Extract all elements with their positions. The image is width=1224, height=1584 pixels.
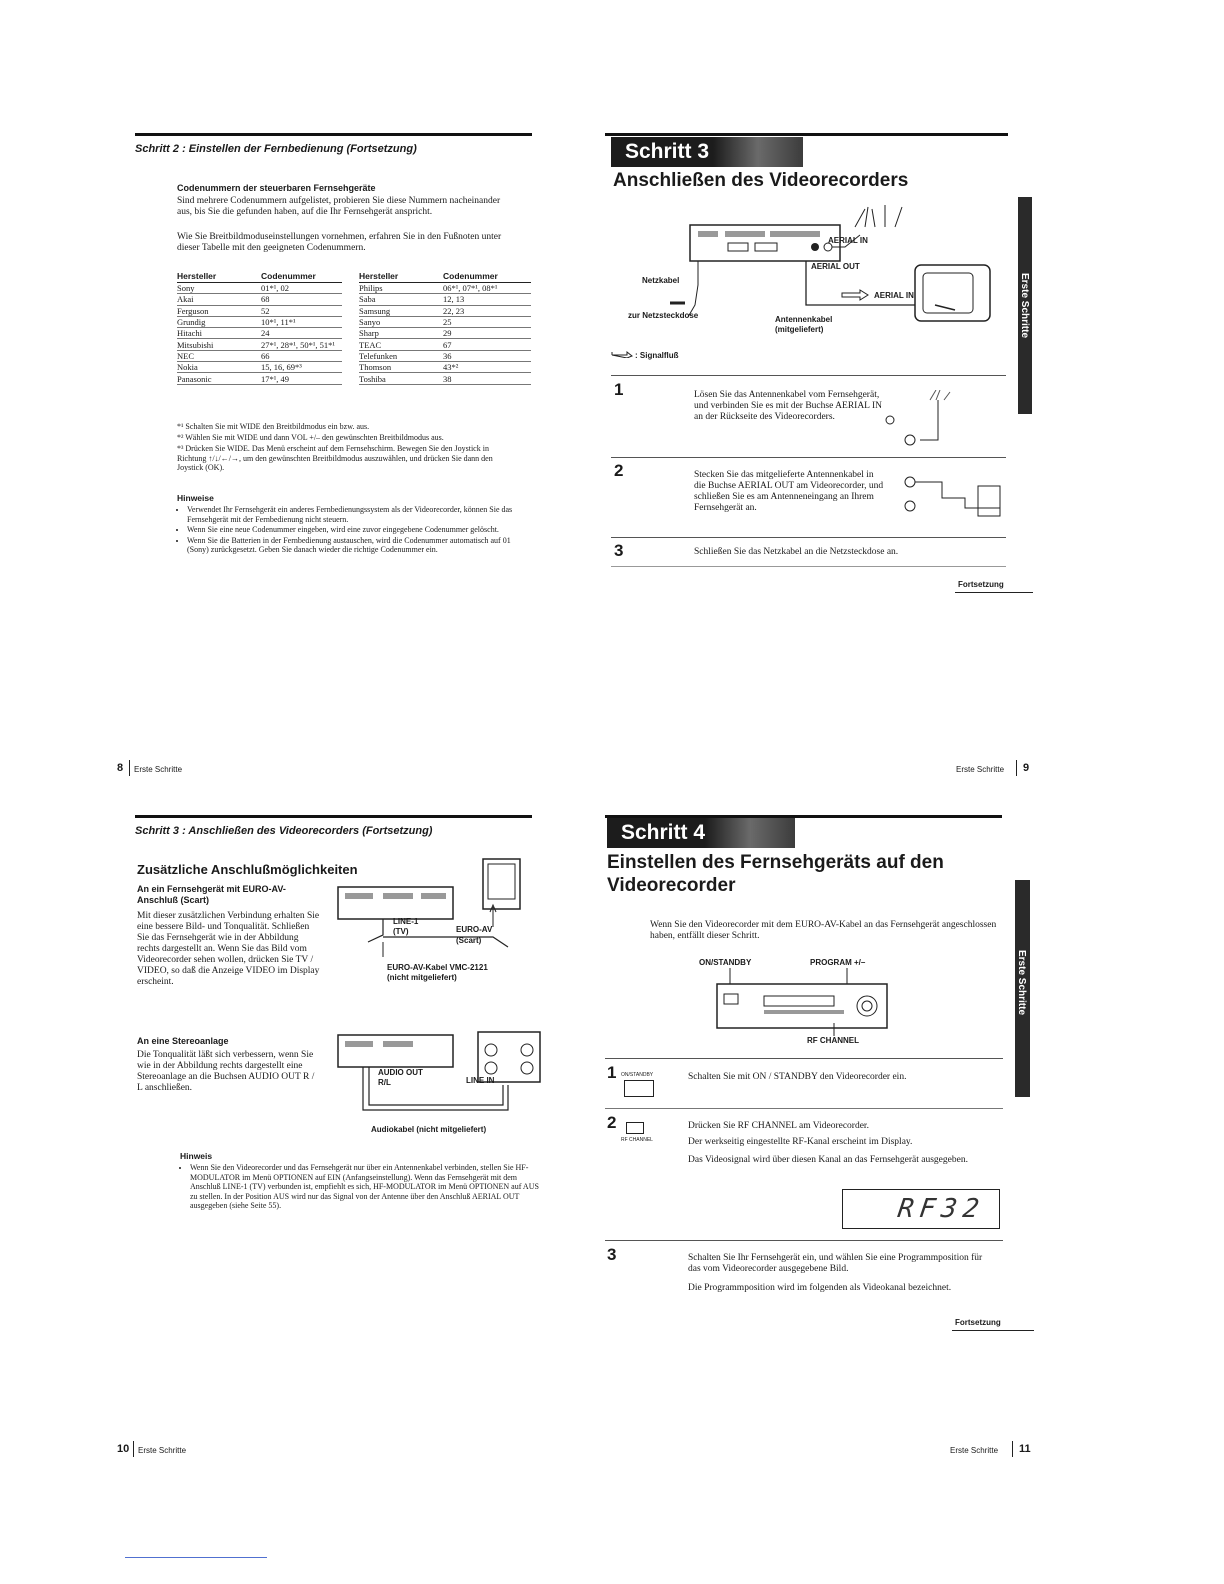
step-1-text: Lösen Sie das Antennenkabel vom Fernsehgerät, und verbinden Sie es mit der Buchse AERIAL IN an der Rückseite des Videorecorders. — [694, 390, 883, 422]
code-cell: 17*¹, 49 — [261, 373, 342, 384]
col-header: Hersteller — [177, 270, 261, 283]
label-rl: R/L — [378, 1078, 391, 1087]
code-cell: 01*¹, 02 — [261, 283, 342, 294]
manufacturer-cell: Ferguson — [177, 305, 261, 316]
list-item: • Wenn Sie den Videorecorder und das Fernsehgerät nur über ein Antennenkabel verbinden, stellen Sie HF-MODULATOR im Menü OPTIONEN auf EIN (Anfangseinstellung). Wenn das Fernsehgerät mit dem Anschluß LINE-1 (TV) verbunden ist, empfiehlt es sich, HF-MODULATOR im Menü OPTIONEN auf AUS zu stellen. In der Position AUS wird nur das Signal von der Antenne über den Anschluß AERIAL OUT ausgegeben (siehe Seite 55). — [190, 1163, 540, 1211]
manufacturer-cell: Sony — [177, 283, 261, 294]
step-number: 3 — [607, 1245, 617, 1264]
page-number: 9 — [1023, 762, 1030, 774]
manufacturer-cell: Hitachi — [177, 328, 261, 339]
manufacturer-cell: Grundig — [177, 316, 261, 327]
manufacturer-cell: Telefunken — [359, 350, 443, 361]
page-number: 10 — [117, 1443, 130, 1455]
table-row — [177, 373, 342, 384]
table-row — [177, 316, 342, 327]
label-onstandby: ON/STANDBY — [699, 958, 752, 967]
page-title: Anschließen des Videorecorders — [613, 170, 909, 191]
manufacturer-cell: Akai — [177, 294, 261, 305]
page-number: 8 — [117, 762, 124, 774]
intro-text: Wenn Sie den Videorecorder mit dem EURO-AV-Kabel an das Fernsehgerät angeschlossen haben, entfällt dieser Schritt. — [650, 920, 997, 941]
onstandby-button-icon — [624, 1080, 654, 1097]
codes-para-1: Sind mehrere Codenummern aufgelistet, probieren Sie diese Nummern nacheinander aus, bis Sie die gefunden haben, auf die Ihr Fernsehgerät anspricht. — [177, 196, 501, 217]
manufacturer-cell: Sanyo — [359, 316, 443, 327]
footnote-3: *³ Drücken Sie WIDE. Das Menü erscheint auf dem Fernsehschirm. Bewegen Sie den Joystick in Richtung ↑/↓/←/→, um den gewünschten Breitbildmodus auszuwählen, und drücken Sie dann den Joystick (OK). — [177, 444, 493, 472]
stereo-diagram — [333, 1030, 543, 1120]
col-header: Codenummer — [443, 270, 531, 283]
footnote-1: *¹ Schalten Sie mit WIDE den Breitbildmodus ein bzw. aus. — [177, 422, 370, 431]
vcr-front-diagram — [712, 968, 892, 1038]
step-2-text-c: Das Videosignal wird über diesen Kanal an das Fernsehgerät ausgegeben. — [688, 1155, 968, 1165]
code-cell: 67 — [443, 339, 531, 350]
rfchannel-small-label: RF CHANNEL — [621, 1137, 653, 1143]
step-3-text: Schließen Sie das Netzkabel an die Netzsteckdose an. — [694, 547, 899, 557]
step-2-text-a: Drücken Sie RF CHANNEL am Videorecorder. — [688, 1121, 869, 1131]
table-row — [359, 339, 531, 350]
rf-display-readout: RF32 — [896, 1194, 988, 1224]
codes-section-title: Codenummern der steuerbaren Fernsehgeräte — [177, 183, 376, 193]
table-row — [359, 350, 531, 361]
hinweis-title: Hinweis — [180, 1151, 213, 1161]
label-mitgeliefert: (mitgeliefert) — [775, 325, 824, 334]
code-cell: 27*¹, 28*¹, 50*¹, 51*¹ — [261, 339, 342, 350]
page-title-line-1: Einstellen des Fernsehgeräts auf den — [607, 852, 944, 873]
sub2-title: An eine Stereoanlage — [137, 1036, 229, 1046]
manufacturer-cell: Mitsubishi — [177, 339, 261, 350]
manufacturer-cell: Saba — [359, 294, 443, 305]
page-10-header: Schritt 3 : Anschließen des Videorecorders (Fortsetzung) — [135, 825, 433, 837]
manufacturer-cell: Philips — [359, 283, 443, 294]
step-1-icon — [870, 390, 960, 450]
code-cell: 10*¹, 11*¹ — [261, 316, 342, 327]
step-number: 1 — [614, 380, 624, 399]
table-row — [359, 373, 531, 384]
manufacturer-cell: Toshiba — [359, 373, 443, 384]
signal-flow-icon — [611, 346, 633, 358]
antenna-icon — [855, 205, 902, 227]
table-row — [359, 362, 531, 373]
label-program: PROGRAM +/– — [810, 958, 866, 967]
step-3-text-a: Schalten Sie Ihr Fernsehgerät ein, und wählen Sie eine Programmposition für das vom Videorecorder ausgegebene Bild. — [688, 1253, 983, 1274]
code-cell: 36 — [443, 350, 531, 361]
code-cell: 43*² — [443, 362, 531, 373]
table-row — [359, 283, 531, 294]
codes-para-2: Wie Sie Breitbildmoduseinstellungen vornehmen, erfahren Sie in den Fußnoten unter dieser Tabelle mit den geeigneten Codenummern. — [177, 232, 502, 253]
label-euroav-cable: EURO-AV-Kabel VMC-2121 — [387, 963, 488, 972]
table-row — [177, 305, 342, 316]
hinweis-list — [180, 1163, 540, 1212]
list-item: • Verwendet Ihr Fernsehgerät ein anderes Fernbedienungssystem als der Videorecorder, können Sie das Fernsehgerät mit der Fernbedienung nicht steuern. — [187, 505, 527, 524]
side-tab-label: Erste Schritte — [1019, 273, 1030, 339]
code-cell: 15, 16, 69*³ — [261, 362, 342, 373]
page-footer: Erste Schritte — [956, 765, 1005, 774]
label-netzkabel: Netzkabel — [642, 276, 680, 285]
step-3-text-b: Die Programmposition wird im folgenden als Videokanal bezeichnet. — [688, 1283, 952, 1293]
label-euroav-cable-note: (nicht mitgeliefert) — [387, 973, 457, 982]
code-cell: 25 — [443, 316, 531, 327]
label-scart: (Scart) — [456, 936, 482, 945]
page-title-line-2: Videorecorder — [607, 875, 736, 896]
table-row — [359, 316, 531, 327]
banner-text: Schritt 4 — [621, 821, 706, 844]
table-row — [177, 283, 342, 294]
rf-display-panel — [842, 1189, 1000, 1229]
manufacturer-cell: Panasonic — [177, 373, 261, 384]
step-banner — [611, 137, 803, 167]
code-cell: 12, 13 — [443, 294, 531, 305]
hinweise-title: Hinweise — [177, 493, 214, 503]
table-row — [177, 350, 342, 361]
label-aerial-in: AERIAL IN — [828, 236, 868, 245]
step-2-text-b: Der werkseitig eingestellte RF-Kanal erscheint im Display. — [688, 1137, 913, 1147]
codes-table-right — [359, 270, 531, 385]
manufacturer-cell: Thomson — [359, 362, 443, 373]
step-2-text: Stecken Sie das mitgelieferte Antennenkabel in die Buchse AERIAL OUT am Videorecorder, und schließen Sie es am Antenneneingang an Ihrem Fernsehgerät an. — [694, 470, 884, 513]
step-2-icon — [870, 468, 1010, 528]
fortsetzung-link[interactable]: Fortsetzung — [958, 580, 1004, 589]
label-line-in: LINE IN — [466, 1076, 495, 1085]
label-rfchannel: RF CHANNEL — [807, 1036, 859, 1045]
col-header: Codenummer — [261, 270, 342, 283]
tv-icon — [483, 859, 520, 909]
page-footer: Erste Schritte — [950, 1446, 999, 1455]
vcr-icon — [338, 1035, 453, 1067]
code-cell: 52 — [261, 305, 342, 316]
step-number: 2 — [614, 461, 624, 480]
step-1-text: Schalten Sie mit ON / STANDBY den Videorecorder ein. — [688, 1072, 907, 1082]
onstandby-small-label: ON/STANDBY — [621, 1072, 654, 1078]
side-tab-label: Erste Schritte — [1016, 950, 1027, 1016]
code-cell: 29 — [443, 328, 531, 339]
side-tab — [1015, 880, 1030, 1097]
page-8-header: Schritt 2 : Einstellen der Fernbedienung (Fortsetzung) — [135, 143, 417, 155]
label-netzsteckdose: zur Netzsteckdose — [628, 311, 699, 320]
label-audio-out: AUDIO OUT — [378, 1068, 423, 1077]
hinweise-list — [177, 505, 527, 556]
manufacturer-cell: Samsung — [359, 305, 443, 316]
code-cell: 68 — [261, 294, 342, 305]
step-number: 2 — [607, 1113, 617, 1132]
manufacturer-cell: TEAC — [359, 339, 443, 350]
banner-text: Schritt 3 — [625, 140, 710, 163]
code-cell: 22, 23 — [443, 305, 531, 316]
step-number: 3 — [614, 541, 624, 560]
signal-arrow — [842, 290, 868, 300]
signal-flow-label: : Signalfluß — [635, 351, 679, 360]
label-aerial-in-tv: AERIAL IN — [874, 291, 914, 300]
sub2-text: Die Tonqualität läßt sich verbessern, wenn Sie wie in der Abbildung rechts dargestellt eine Stereoanlage an die Buchsen AUDIO OUT R / L anschließen. — [137, 1050, 315, 1093]
connection-diagram — [610, 205, 1010, 365]
col-header: Hersteller — [359, 270, 443, 283]
label-audio-cable: Audiokabel (nicht mitgeliefert) — [371, 1125, 487, 1134]
manufacturer-cell: Nokia — [177, 362, 261, 373]
code-cell: 24 — [261, 328, 342, 339]
stereo-icon — [478, 1032, 540, 1082]
list-item: • Wenn Sie die Batterien in der Fernbedienung austauschen, wird die Codenummer automatisch auf 01 (Sony) zurückgesetzt. Geben Sie danach wieder die richtige Codenummer ein. — [187, 536, 527, 555]
codes-table-left — [177, 270, 342, 385]
table-row — [177, 339, 342, 350]
sub1-text: Mit dieser zusätzlichen Verbindung erhalten Sie eine bessere Bild- und Tonqualität. Schließen Sie das Fernsehgerät wie in der Abbildung rechts dargestellt an. Wenn Sie das Bild vom Videorecorder sehen wollen, drücken Sie TV / VIDEO, so daß die Anzeige VIDEO im Display erscheint. — [137, 911, 320, 987]
fortsetzung-link[interactable]: Fortsetzung — [955, 1318, 1001, 1327]
table-row — [359, 294, 531, 305]
scart-diagram — [333, 857, 523, 957]
page-number: 11 — [1019, 1443, 1031, 1455]
code-cell: 06*¹, 07*¹, 08*¹ — [443, 283, 531, 294]
label-tv: (TV) — [393, 927, 409, 936]
section-title: Zusätzliche Anschlußmöglichkeiten — [137, 862, 358, 877]
label-aerial-out: AERIAL OUT — [811, 262, 860, 271]
code-cell: 66 — [261, 350, 342, 361]
label-antennenkabel: Antennenkabel — [775, 315, 833, 324]
table-row — [177, 362, 342, 373]
table-row — [359, 305, 531, 316]
step-banner — [607, 818, 795, 848]
manufacturer-cell: NEC — [177, 350, 261, 361]
footnote-2: *² Wählen Sie mit WIDE und dann VOL +/– den gewünschten Breitbildmodus aus. — [177, 433, 444, 442]
bottom-rule — [125, 1557, 267, 1558]
manufacturer-cell: Sharp — [359, 328, 443, 339]
code-cell: 38 — [443, 373, 531, 384]
rfchannel-button-icon — [626, 1122, 644, 1134]
page-footer: Erste Schritte — [134, 765, 183, 774]
label-line1: LINE-1 — [393, 917, 419, 926]
table-row — [177, 328, 342, 339]
list-item: • Wenn Sie eine neue Codenummer eingeben, wird eine zuvor eingegebene Codenummer gelöscht. — [187, 525, 527, 535]
sub1-title: An ein Fernsehgerät mit EURO-AV-Anschluß (Scart) — [137, 884, 286, 905]
side-tab — [1018, 197, 1032, 414]
vcr-icon — [338, 887, 453, 919]
page-footer: Erste Schritte — [138, 1446, 187, 1455]
table-row — [359, 328, 531, 339]
step-number: 1 — [607, 1063, 617, 1082]
table-row — [177, 294, 342, 305]
label-euroav: EURO-AV — [456, 925, 493, 934]
